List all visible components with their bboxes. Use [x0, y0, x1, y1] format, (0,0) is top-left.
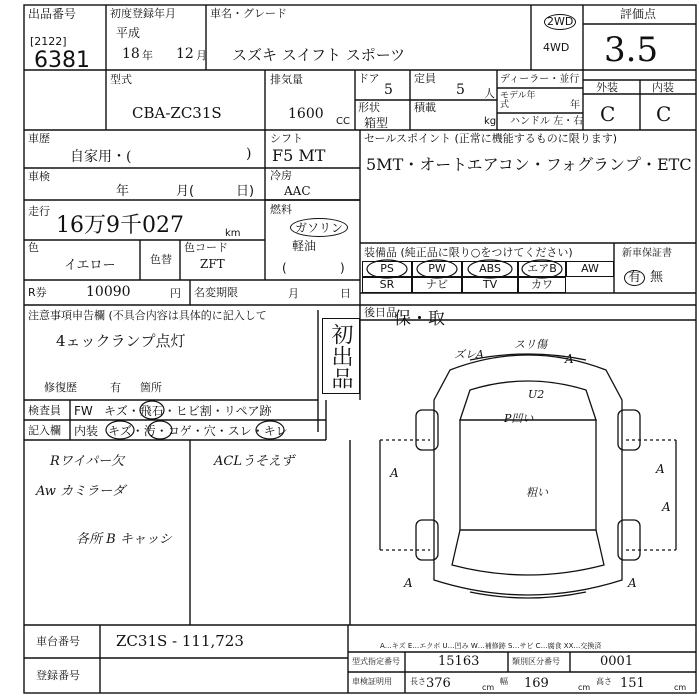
notes-label: 注意事項申告欄 (不具合内容は具体的に記入して — [28, 309, 267, 322]
fuel-light: 軽油 — [292, 239, 317, 253]
person-unit: 人 — [484, 87, 495, 100]
equipment-circles — [362, 258, 567, 280]
color-value: イエロー — [64, 258, 116, 273]
warranty-yes: 有 — [624, 270, 645, 286]
inspector-circles — [100, 400, 330, 440]
width-value: 169 — [524, 676, 549, 691]
length-label: 長さ — [410, 677, 426, 686]
diag-mark-left: A — [390, 466, 399, 480]
diag-note-1: ズレA — [454, 348, 484, 361]
length-unit: cm — [482, 683, 495, 692]
reg-label: 初度登録年月 — [110, 7, 176, 20]
kg-unit: kg — [484, 116, 497, 127]
diag-mark-rear-right: A — [628, 576, 637, 590]
name-change-label: 名変期限 — [194, 286, 238, 299]
nc-day: 日 — [340, 287, 351, 300]
model-value: CBA-ZC31S — [132, 104, 222, 122]
nc-month: 月 — [288, 287, 299, 300]
ac-label: 冷房 — [270, 169, 292, 182]
inspector-label-1: 検査員 — [28, 404, 61, 417]
diag-mark-right-2: A — [662, 500, 671, 514]
damage-legend: A…キズ E…エクボ U…凹み W…補修跡 S…サビ C…腐食 XX…交換済 — [380, 642, 602, 650]
equip-ps: PS — [362, 261, 412, 277]
length-value: 376 — [426, 676, 451, 691]
equip-tv: TV — [462, 277, 518, 293]
history-close: ) — [246, 146, 252, 162]
inspector-fw: FW — [74, 404, 93, 418]
yen-unit: 円 — [170, 287, 181, 300]
insp-day: 日) — [236, 184, 255, 199]
first-listing-badge: 初出品 — [322, 318, 360, 394]
reg-year: 18 — [122, 46, 140, 62]
warranty-no: 無 — [650, 270, 664, 285]
displacement-label: 排気量 — [270, 73, 303, 86]
fuel-label: 燃料 — [270, 203, 292, 216]
color-code-value: ZFT — [200, 257, 225, 271]
equip-sr: SR — [362, 277, 412, 293]
type-cert-label: 型式指定番号 — [352, 657, 400, 666]
inspector-int: 内装 — [74, 424, 99, 438]
warranty-label: 新車保証書 — [622, 248, 672, 259]
hw-line-4: 各所 B キャッシ — [76, 532, 172, 547]
inspector-row2: キズ・汚・コゲ・穴・スレ・キレ — [108, 424, 288, 438]
doors-value: 5 — [384, 82, 393, 98]
chassis-value: ZC31S - 111,723 — [116, 632, 244, 650]
color-label: 色 — [28, 241, 39, 254]
displacement-value: 1600 — [288, 106, 324, 122]
cert-label: 車検証明用 — [352, 677, 392, 686]
handle-label: ハンドル 左・右 — [510, 116, 584, 127]
height-unit: cm — [674, 683, 687, 692]
repair-unit: 箇所 — [140, 381, 162, 394]
int-grade: C — [656, 102, 672, 126]
year-unit: 年 — [142, 49, 153, 62]
car-name-label: 車名・グレード — [210, 7, 287, 20]
capacity-label: 定員 — [414, 72, 436, 85]
inspector-row1: キズ・飛石・ヒビ割・リペア跡 — [104, 404, 272, 418]
height-label: 高さ — [596, 677, 612, 686]
capacity-value: 5 — [456, 82, 465, 98]
repair-label: 修復歴 — [44, 381, 77, 394]
hw-line-3: ACLうそえず — [214, 454, 294, 469]
cc-unit: CC — [336, 116, 350, 127]
drive-4wd: 4WD — [543, 41, 570, 54]
equip-pw: PW — [412, 261, 462, 277]
diag-mark-u2: U2 — [528, 388, 545, 401]
lot-sub: [2122] — [30, 35, 67, 48]
doors-label: ドア — [358, 72, 380, 85]
paint-label: 色替 — [150, 253, 172, 266]
notes-text: 4ェックランプ点灯 — [56, 332, 186, 350]
ext-grade: C — [600, 102, 616, 126]
chassis-label: 車台番号 — [36, 635, 80, 648]
fuel-gas: ガソリン — [290, 218, 348, 237]
dealer-label: ディーラー・並行 — [500, 74, 580, 85]
recycle-label: R券 — [28, 286, 47, 299]
inspection-label: 車検 — [28, 170, 50, 183]
shift-label: シフト — [270, 132, 303, 145]
hw-line-1: Rワイパー欠 — [50, 454, 125, 469]
later-value: 保・取 — [394, 309, 445, 329]
int-label: 内装 — [652, 81, 674, 94]
load-label: 積載 — [414, 101, 436, 114]
score-label: 評価点 — [620, 7, 657, 21]
ac-value: AAC — [284, 184, 311, 198]
later-label: 後日品 — [364, 306, 397, 319]
equipment-label: 装備品 (純正品に限り○をつけてください) — [364, 246, 573, 259]
drive-2wd: 2WD — [544, 14, 576, 30]
fuel-paren-close: ) — [340, 261, 345, 275]
color-code-label: 色コード — [184, 241, 228, 254]
insp-month: 月( — [176, 184, 195, 199]
car-name: スズキ スイフト スポーツ — [232, 46, 406, 64]
width-label: 幅 — [500, 677, 508, 686]
diag-note-2: スリ傷 — [514, 338, 547, 351]
reg-month: 12 — [176, 46, 194, 62]
sales-label: セールスポイント (正常に機能するものに限ります) — [364, 132, 618, 145]
lot-label: 出品番号 — [28, 7, 77, 21]
repair-value: 有 — [110, 381, 121, 394]
history-value: 自家用・( — [70, 149, 132, 165]
equip-airbag: エアB — [518, 261, 566, 277]
diag-mark-right: A — [656, 462, 665, 476]
diag-mark-rear-left: A — [404, 576, 413, 590]
reg-no-label: 登録番号 — [36, 669, 80, 682]
history-label: 車歴 — [28, 132, 50, 145]
shift-value: F5 MT — [272, 146, 326, 165]
type-cert-value: 15163 — [438, 654, 480, 669]
equip-leather: カワ — [518, 277, 566, 293]
width-unit: cm — [578, 683, 591, 692]
year-suffix: 年 — [570, 100, 580, 111]
hw-line-2: Aw カミラーダ — [36, 484, 126, 499]
diag-mark-a1: A — [565, 352, 574, 366]
class-label: 類別区分番号 — [512, 657, 560, 666]
insp-year: 年 — [116, 184, 130, 199]
fuel-paren-open: ( — [282, 261, 287, 275]
equip-aw: AW — [566, 261, 614, 277]
sales-text: 5MT・オートエアコン・フォグランプ・ETC — [366, 155, 692, 174]
era: 平成 — [116, 26, 141, 40]
mileage-value: 16万9千027 — [56, 213, 184, 238]
month-unit: 月 — [196, 49, 207, 62]
equip-abs: ABS — [462, 261, 518, 277]
height-value: 151 — [620, 676, 645, 691]
shape-value: 箱型 — [364, 116, 389, 130]
diag-mark-p: P凹い — [504, 412, 534, 425]
shape-label: 形状 — [358, 101, 380, 114]
ext-label: 外装 — [596, 81, 618, 94]
model-label: 型式 — [110, 73, 132, 86]
recycle-value: 10090 — [86, 284, 131, 300]
class-value: 0001 — [600, 654, 634, 669]
mileage-label: 走行 — [28, 205, 50, 218]
model-year-label: モデル年式 — [500, 91, 536, 110]
inspector-label-2: 記入欄 — [28, 424, 61, 437]
diag-mark-center: 粗い — [526, 486, 548, 499]
equip-navi: ナビ — [412, 277, 462, 293]
km-unit: km — [225, 228, 241, 239]
score: 3.5 — [604, 30, 659, 70]
lot-number: 6381 — [34, 48, 90, 73]
